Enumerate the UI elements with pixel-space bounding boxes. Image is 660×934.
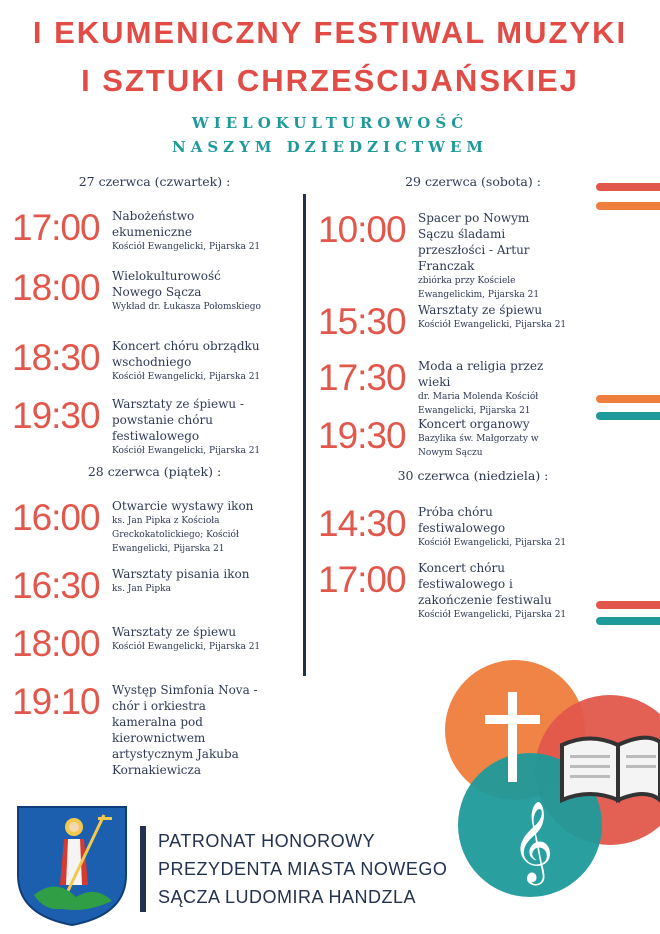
event-item — [12, 562, 297, 620]
event-item — [12, 334, 297, 392]
event-item — [12, 678, 297, 777]
decor-stripe-orange — [596, 395, 660, 403]
decor-stripe-orange — [596, 202, 660, 210]
decor-stripe-red — [596, 601, 660, 609]
patron-accent-bar — [140, 826, 146, 912]
event-time: 18:30 — [12, 337, 100, 378]
event-title: Warsztaty ze śpiewu — [418, 303, 543, 317]
event-location: zbiórka przy Kościele Ewangelickim, Pijarska 21 — [418, 276, 540, 300]
event-title: Warsztaty ze śpiewu - powstanie chóru festiwalowego — [112, 397, 244, 443]
event-title: Koncert organowy — [418, 417, 530, 431]
festival-title-line1: I EKUMENICZNY FESTIWAL MUZYKI — [32, 15, 628, 50]
book-icon — [562, 738, 660, 800]
event-item — [12, 264, 297, 334]
event-title: Nabożeństwo ekumeniczne — [112, 209, 195, 239]
decor-stripe-red — [596, 183, 660, 191]
event-location: dr. Maria Molenda Kościół Ewangelicki, Pijarska 21 — [418, 392, 539, 416]
event-time: 19:10 — [12, 681, 100, 722]
event-item — [12, 494, 297, 562]
event-title: Koncert chóru obrządku wschodniego — [112, 339, 260, 369]
event-time: 18:00 — [12, 623, 100, 664]
patron-line3: SĄCZA LUDOMIRA HANDZLA — [158, 887, 417, 907]
event-location: ks. Jan Pipka z Kościoła Greckokatolickiego; Kościół Ewangelicki, Pijarska 21 — [112, 516, 239, 554]
event-title: Koncert chóru festiwalowego i zakończenie festiwalu — [418, 561, 552, 607]
event-item — [318, 556, 588, 626]
day-heading-28: 28 czerwca (piątek) : — [87, 464, 222, 479]
patron-line1: PATRONAT HONOROWY — [158, 831, 376, 851]
event-location: Kościół Ewangelicki, Pijarska 21 — [418, 320, 567, 330]
event-time: 17:00 — [12, 207, 100, 248]
festival-title-line2: I SZTUKI CHRZEŚCIJAŃSKIEJ — [81, 63, 579, 98]
subtitle-line2: NASZYM DZIEDZICTWEM — [171, 138, 489, 156]
event-time: 14:30 — [318, 503, 406, 544]
event-item — [318, 354, 588, 416]
decor-stripe-teal — [596, 617, 660, 625]
decorative-circles — [430, 660, 660, 900]
event-location: Kościół Ewangelicki, Pijarska 21 — [112, 446, 261, 456]
event-item — [12, 620, 297, 678]
event-time: 10:00 — [318, 209, 406, 250]
event-time: 19:30 — [12, 395, 100, 436]
event-location: Wykład dr. Łukasza Połomskiego — [112, 302, 261, 312]
subtitle-line1: WIELOKULTUROWOŚĆ — [191, 114, 469, 132]
event-title: Moda a religia przez wieki — [418, 359, 544, 389]
event-item — [318, 500, 588, 556]
event-time: 16:30 — [12, 565, 100, 606]
event-location: Bazylika św. Małgorzaty w Nowym Sączu — [418, 434, 539, 458]
event-location: Kościół Ewangelicki, Pijarska 21 — [418, 538, 567, 548]
event-item — [12, 204, 297, 264]
day-heading-27: 27 czerwca (czwartek) : — [78, 174, 231, 189]
event-location: Kościół Ewangelicki, Pijarska 21 — [112, 642, 261, 652]
event-item — [318, 298, 588, 354]
event-time: 15:30 — [318, 301, 406, 342]
coat-of-arms-icon — [16, 805, 128, 927]
event-time: 17:00 — [318, 559, 406, 600]
schedule-right-column — [318, 172, 588, 626]
event-title: Warsztaty ze śpiewu — [112, 625, 237, 639]
event-time: 19:30 — [318, 415, 406, 456]
event-location: ks. Jan Pipka — [112, 584, 171, 594]
day-heading-29: 29 czerwca (sobota) : — [405, 174, 541, 189]
event-time: 18:00 — [12, 267, 100, 308]
event-title: Wielokulturowość Nowego Sącza — [112, 269, 221, 299]
event-title: Warsztaty pisania ikon — [112, 567, 250, 581]
column-divider — [303, 194, 306, 676]
event-title: Otwarcie wystawy ikon — [112, 499, 254, 513]
patron-line2: PREZYDENTA MIASTA NOWEGO — [158, 859, 448, 879]
event-title: Próba chóru festiwalowego — [418, 505, 506, 535]
event-time: 16:00 — [12, 497, 100, 538]
event-item — [318, 206, 588, 298]
event-location: Kościół Ewangelicki, Pijarska 21 — [112, 372, 261, 382]
day-heading-30: 30 czerwca (niedziela) : — [397, 468, 549, 483]
event-title: Występ Simfonia Nova - chór i orkiestra kameralna pod kierownictwem artystycznym Jakuba Kornakiewicza — [112, 683, 258, 777]
treble-clef-icon: 𝄞 — [512, 800, 554, 882]
event-location: Kościół Ewangelicki, Pijarska 21 — [418, 610, 567, 620]
event-time: 17:30 — [318, 357, 406, 398]
schedule-left-column — [12, 172, 297, 777]
event-item — [12, 392, 297, 462]
event-item — [318, 412, 588, 466]
decor-stripe-teal — [596, 412, 660, 420]
event-location: Kościół Ewangelicki, Pijarska 21 — [112, 242, 261, 252]
event-title: Spacer po Nowym Sączu śladami przeszłości - Artur Franczak — [418, 211, 530, 273]
